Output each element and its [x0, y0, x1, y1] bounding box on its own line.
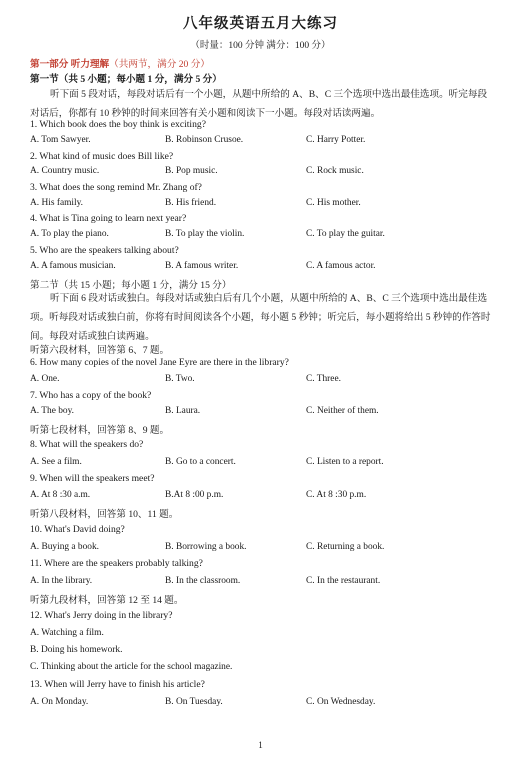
- q6-option-b: B. Two.: [165, 374, 195, 384]
- q11-option-c: C. In the restaurant.: [306, 576, 381, 586]
- q2-option-c: C. Rock music.: [306, 166, 364, 176]
- part1-heading-row: [30, 56, 210, 70]
- question-2: 2. What kind of music does Bill like?: [30, 151, 174, 162]
- q2-option-a: A. Country music.: [30, 166, 100, 176]
- section1-instructions: 听下面 5 段对话，每段对话后有一个小题，从题中所给的 A、B、C 三个选项中选出最佳选项。听完每段对话后，你都有 10 秒钟的时间来回答有关小题和阅读下一小题。每段对话读两遍。: [30, 89, 488, 119]
- part1-heading: 第一部分 听力理解: [30, 59, 110, 70]
- q10-option-a: A. Buying a book.: [30, 542, 100, 552]
- material-9-note: 听第九段材料，回答第 12 至 14 题。: [30, 595, 184, 606]
- q12-option-a: A. Watching a film.: [30, 628, 104, 638]
- q11-option-b: B. In the classroom.: [165, 576, 241, 586]
- q11-option-a: A. In the library.: [30, 576, 93, 586]
- page-number: 1: [258, 740, 263, 750]
- q13-option-b: B. On Tuesday.: [165, 697, 223, 707]
- q9-option-c: C. At 8 :30 p.m.: [306, 490, 367, 500]
- material-7-note: 听第七段材料，回答第 8、9 题。: [30, 425, 170, 436]
- question-7: 7. Who has a copy of the book?: [30, 390, 152, 401]
- section2-instructions: 听下面 6 段对话或独白。每段对话或独白后有几个小题，从题中所给的 A、B、C 三个选项中选出最佳选项。听每段对话或独白前，你将有时间阅读各个小题，每小题 5 秒钟；听完后，每小题将给出 5 秒钟的作答时间。每段对话或独白读两遍。: [30, 293, 491, 342]
- material-8-note: 听第八段材料，回答第 10、11 题。: [30, 509, 179, 520]
- part1-heading-note: （共两节，满分 20 分）: [109, 59, 210, 70]
- q9-option-b: B.At 8 :00 p.m.: [165, 490, 224, 500]
- q1-option-b: B. Robinson Crusoe.: [165, 135, 244, 145]
- question-8: 8. What will the speakers do?: [30, 439, 144, 450]
- q10-option-c: C. Returning a book.: [306, 542, 385, 552]
- q1-option-c: C. Harry Potter.: [306, 135, 366, 145]
- question-9: 9. When will the speakers meet?: [30, 473, 155, 484]
- q6-option-a: A. One.: [30, 374, 60, 384]
- q3-option-c: C. His mother.: [306, 198, 361, 208]
- q4-option-b: B. To play the violin.: [165, 229, 245, 239]
- section1-heading: 第一节（共 5 小题；每小题 1 分，满分 5 分）: [30, 74, 222, 85]
- q4-option-c: C. To play the guitar.: [306, 229, 385, 239]
- question-5: 5. Who are the speakers talking about?: [30, 245, 179, 256]
- question-11: 11. Where are the speakers probably talking?: [30, 558, 203, 569]
- q7-option-c: C. Neither of them.: [306, 406, 379, 416]
- q12-option-c: C. Thinking about the article for the school magazine.: [30, 662, 233, 672]
- question-4: 4. What is Tina going to learn next year?: [30, 213, 187, 224]
- q8-option-c: C. Listen to a report.: [306, 457, 384, 467]
- q3-option-b: B. His friend.: [165, 198, 217, 208]
- q3-option-a: A. His family.: [30, 198, 84, 208]
- q10-option-b: B. Borrowing a book.: [165, 542, 247, 552]
- q5-option-a: A. A famous musician.: [30, 261, 116, 271]
- page-title: 八年级英语五月大练习: [183, 16, 338, 32]
- q13-option-a: A. On Monday.: [30, 697, 89, 707]
- section2-heading: 第二节（共 15 小题；每小题 1 分，满分 15 分）: [30, 280, 232, 291]
- question-13: 13. When will Jerry have to finish his article?: [30, 679, 205, 690]
- question-10: 10. What's David doing?: [30, 524, 125, 535]
- q7-option-b: B. Laura.: [165, 406, 201, 416]
- question-3: 3. What does the song remind Mr. Zhang of?: [30, 182, 202, 193]
- q8-option-b: B. Go to a concert.: [165, 457, 236, 467]
- q6-option-c: C. Three.: [306, 374, 341, 384]
- q9-option-a: A. At 8 :30 a.m.: [30, 490, 91, 500]
- q5-option-b: B. A famous writer.: [165, 261, 239, 271]
- q1-option-a: A. Tom Sawyer.: [30, 135, 91, 145]
- q5-option-c: C. A famous actor.: [306, 261, 376, 271]
- q7-option-a: A. The boy.: [30, 406, 75, 416]
- q12-option-b: B. Doing his homework.: [30, 645, 123, 655]
- exam-time-score: （时量：100 分钟 满分：100 分）: [190, 41, 331, 51]
- q2-option-b: B. Pop music.: [165, 166, 218, 176]
- q4-option-a: A. To play the piano.: [30, 229, 109, 239]
- material-6-note: 听第六段材料，回答第 6、7 题。: [30, 345, 170, 356]
- question-6: 6. How many copies of the novel Jane Eyre are there in the library?: [30, 357, 289, 368]
- q8-option-a: A. See a film.: [30, 457, 82, 467]
- question-12: 12. What's Jerry doing in the library?: [30, 610, 173, 621]
- question-1: 1. Which book does the boy think is exciting?: [30, 119, 206, 130]
- q13-option-c: C. On Wednesday.: [306, 697, 376, 707]
